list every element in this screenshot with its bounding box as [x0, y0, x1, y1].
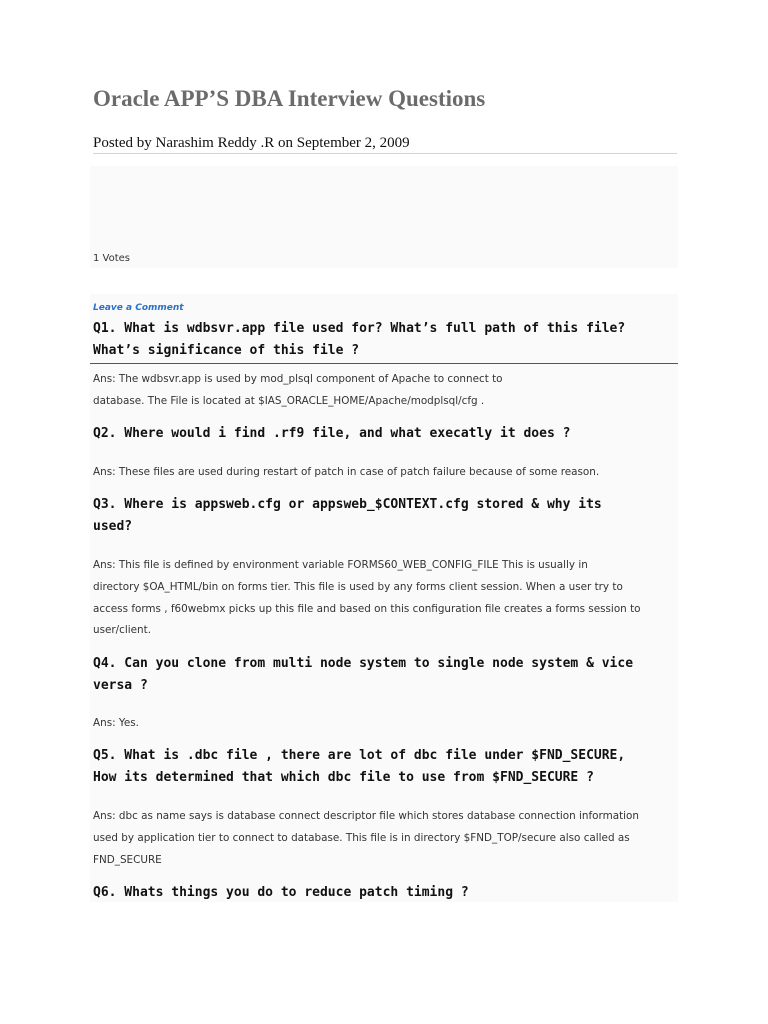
- question-1: Q1. What is wdbsvr.app file used for? What’s full path of this file? What’s significance of this file ?: [93, 321, 626, 358]
- question-4: Q4. Can you clone from multi node system to single node system & vice versa ?: [93, 656, 634, 693]
- page-title: Oracle APP’S DBA Interview Questions: [93, 86, 486, 111]
- answer-2: Ans: These files are used during restart of patch in case of patch failure because of some reason.: [93, 466, 600, 478]
- byline-divider: [93, 153, 677, 154]
- answer-4: Ans: Yes.: [93, 717, 139, 729]
- question-6: Q6. Whats things you do to reduce patch timing ?: [93, 885, 469, 900]
- answer-5: Ans: dbc as name says is database connect descriptor file which stores database connection information used by application tier to connect to database. This file is in directory $FND_TOP/secure also called as FND_SECURE: [93, 810, 639, 866]
- question-3: Q3. Where is appsweb.cfg or appsweb_$CONTEXT.cfg stored & why its used?: [93, 497, 602, 534]
- byline: Posted by Narashim Reddy .R on September 2, 2009: [93, 135, 410, 151]
- answer-1: Ans: The wdbsvr.app is used by mod_plsql component of Apache to connect to database. The File is located at $IAS_ORACLE_HOME/Apache/modplsql/cfg .: [93, 373, 503, 407]
- question-5: Q5. What is .dbc file , there are lot of dbc file under $FND_SECURE, How its determined that which dbc file to use from $FND_SECURE ?: [93, 748, 626, 785]
- question-2: Q2. Where would i find .rf9 file, and what execatly it does ?: [93, 426, 571, 441]
- question-divider: [90, 363, 678, 364]
- leave-comment-link[interactable]: Leave a Comment: [93, 303, 184, 313]
- votes-count: 1 Votes: [93, 253, 131, 264]
- answer-3: Ans: This file is defined by environment variable FORMS60_WEB_CONFIG_FILE This is usually in directory $OA_HTML/bin on forms tier. This file is used by any forms client session. When a user try to access forms , f60webmx picks up this file and based on this configuration file creates a forms session to user/client.: [93, 559, 641, 637]
- panel-gap: [90, 268, 678, 294]
